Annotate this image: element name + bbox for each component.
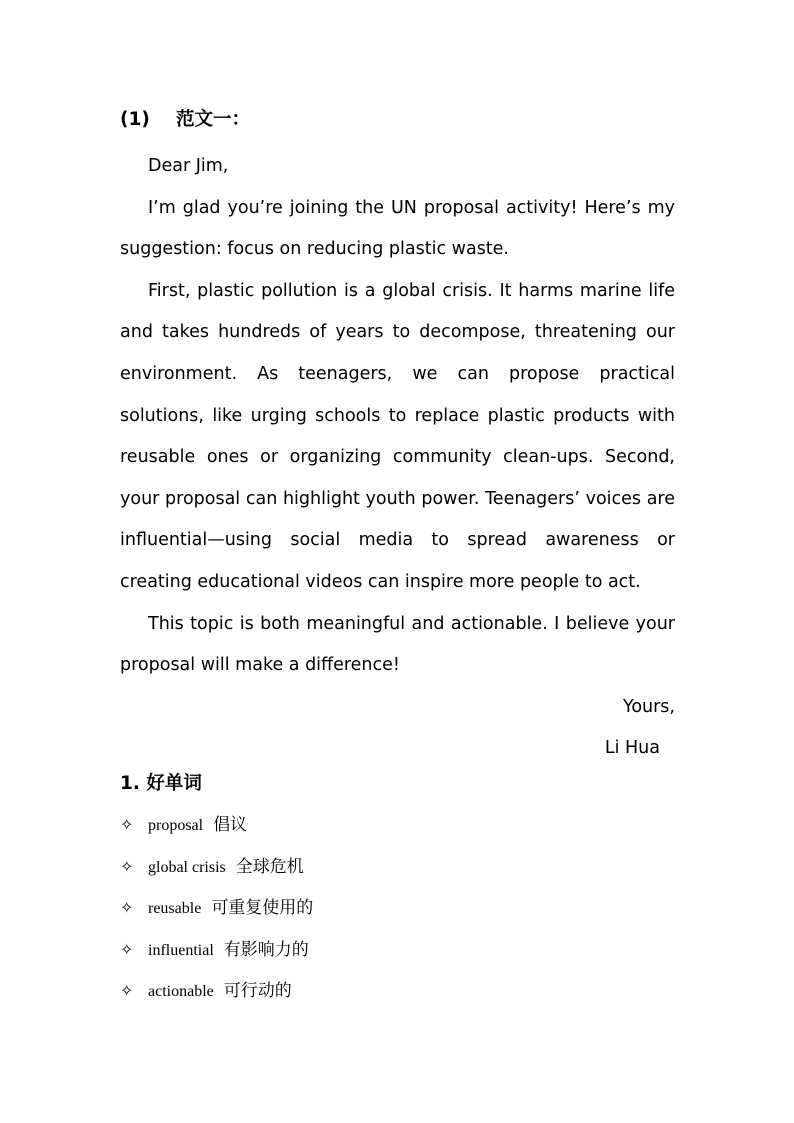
vocab-english: reusable <box>148 900 202 918</box>
vocab-english: global crisis <box>148 858 226 876</box>
letter-salutation: Dear Jim, <box>148 156 229 176</box>
vocab-chinese: 全球危机 <box>235 856 304 877</box>
diamond-bullet-icon: ✧ <box>120 856 134 876</box>
letter-paragraph-2: First, plastic pollution is a global crisis. It harms marine life and takes hundreds of years to decompose, threatening our environment. As teenagers, we can propose practical solutions, like urging schools to replace plastic products with reusable ones or organizing community clean-ups. Second, your proposal can highlight youth power. Teenagers’ voices are influential—using social media to spread awareness or creating educational videos can inspire more people to act. <box>120 280 675 592</box>
vocab-item <box>120 853 313 895</box>
vocab-item <box>120 894 313 936</box>
diamond-bullet-icon: ✧ <box>120 981 134 1001</box>
diamond-bullet-icon: ✧ <box>120 939 134 959</box>
vocab-english: proposal <box>148 817 204 834</box>
section-heading <box>120 106 250 134</box>
letter-paragraph-3: This topic is both meaningful and actionable. I believe your proposal will make a difference! <box>120 613 675 676</box>
vocab-chinese: 倡议 <box>213 815 248 835</box>
diamond-bullet-icon: ✧ <box>120 898 134 918</box>
vocab-chinese: 可行动的 <box>223 981 292 1002</box>
letter-paragraph-1: I’m glad you’re joining the UN proposal activity! Here’s my suggestion: focus on reducing plastic waste. <box>120 197 675 260</box>
letter-signature: Li Hua <box>604 738 660 759</box>
vocab-item <box>120 977 313 1019</box>
vocab-english: influential <box>148 941 214 959</box>
vocab-item <box>120 811 313 853</box>
vocab-list <box>120 811 313 1019</box>
vocab-english: actionable <box>148 983 214 1001</box>
vocab-item <box>120 936 313 978</box>
vocab-section-title: 1. 好单词 <box>120 773 202 794</box>
diamond-bullet-icon: ✧ <box>120 815 134 834</box>
section-number: (1) <box>120 109 150 130</box>
sample-letter <box>120 146 675 770</box>
vocab-chinese: 有影响力的 <box>223 939 309 960</box>
letter-closing: Yours, <box>622 696 675 717</box>
vocab-chinese: 可重复使用的 <box>211 898 314 919</box>
section-title: 范文一： <box>176 109 251 130</box>
